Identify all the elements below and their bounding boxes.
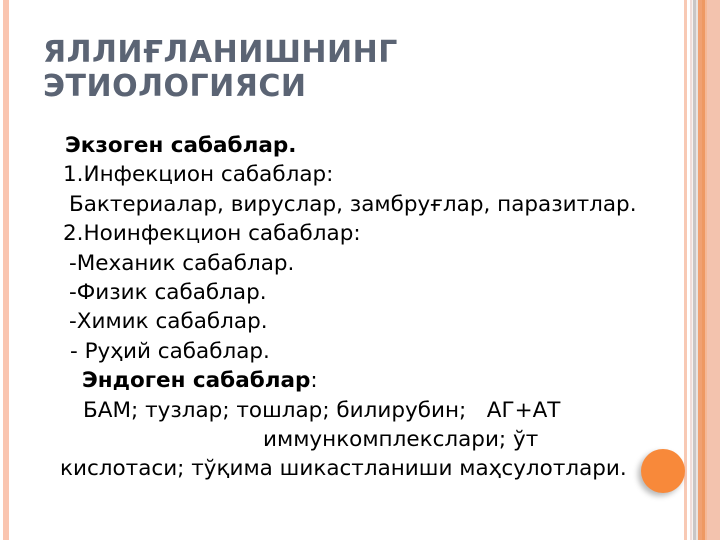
text-line-bacteria: Бактериалар, вируслар, замбруғлар, паразитлар. — [69, 191, 637, 217]
text-line-endogenous-heading — [0, 366, 683, 395]
text-line-immunocomplex: иммункомплекслари; ўт — [263, 427, 539, 453]
text-line-bam: БАМ; тузлар; тошлар; билирубин; АГ+АТ — [83, 397, 561, 423]
endogenous-heading-bold: Эндоген сабаблар — [82, 368, 311, 394]
endogenous-heading-colon: : — [310, 368, 318, 394]
text-line-mechanical: -Механик сабаблар. — [69, 250, 295, 276]
slide-title — [43, 36, 398, 104]
text-line-exogenous-heading: Экзоген сабаблар. — [65, 133, 297, 158]
text-line-psychic: - Руҳий сабаблар. — [70, 338, 270, 364]
text-line-infectious: 1.Инфекцион сабаблар: — [63, 162, 334, 188]
right-border-stripes — [683, 0, 720, 540]
text-line-chemical: -Химик сабаблар. — [69, 309, 268, 335]
slide-body — [0, 131, 683, 484]
text-line-physical: -Физик сабаблар. — [69, 280, 267, 306]
text-line-acid: кислотаси; тўқима шикастланиши маҳсулотлари. — [60, 456, 627, 482]
text-line-noninfectious: 2.Ноинфекцион сабаблар: — [63, 221, 361, 247]
title-line-2: ЭТИОЛОГИЯСИ — [43, 69, 307, 104]
title-line-1: ЯЛЛИҒЛАНИШНИНГ — [43, 35, 398, 70]
